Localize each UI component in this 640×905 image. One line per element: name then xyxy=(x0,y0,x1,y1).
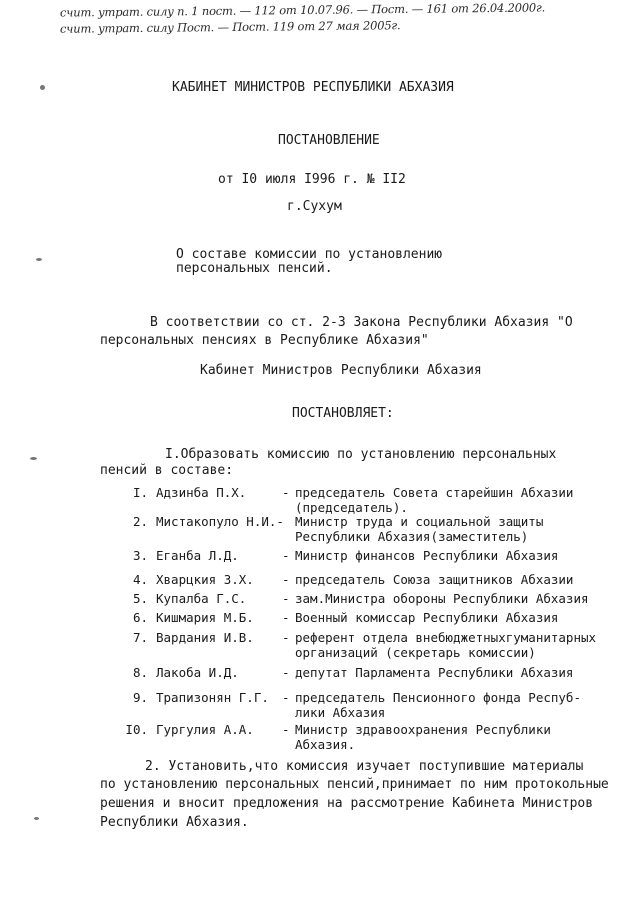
item2-line-2: по установлению персональных пенсий,принимает по ним протокольные xyxy=(100,777,609,792)
member-role: Министр финансов Республики Абхазия xyxy=(295,548,559,563)
member-name: Вардания И.В. xyxy=(156,630,254,645)
member-name: Лакоба И.Д. xyxy=(156,665,239,680)
date-number: от I0 июля I996 г. № II2 xyxy=(218,172,406,187)
dash: - xyxy=(282,591,290,606)
member-role: Министр труда и социальной защиты Республики Абхазия(заместитель) xyxy=(295,514,544,544)
preamble-line-2: персональных пенсиях в Республике Абхазия" xyxy=(100,333,429,348)
item2-line-1: 2. Установить,что комиссия изучает поступившие материалы xyxy=(145,759,584,774)
member-row xyxy=(112,611,617,631)
dash: - xyxy=(282,485,290,500)
member-name: Еганба Л.Д. xyxy=(156,548,239,563)
handwritten-note-1: счит. утрат. силу п. 1 пост. — 112 от 10.07.96. — Пост. — 161 от 26.04.2000г. xyxy=(59,0,546,20)
commission-members xyxy=(112,486,617,753)
member-role: председатель Совета старейшин Абхазии (председатель). xyxy=(295,485,574,515)
dash: - xyxy=(282,690,290,705)
member-number: 2. xyxy=(132,514,148,529)
member-number: 5. xyxy=(132,591,148,606)
scan-speck xyxy=(30,457,37,460)
dash: - xyxy=(282,665,290,680)
member-role: референт отдела внебюджетныхгуманитарных организаций (секретарь комиссии) xyxy=(295,630,597,660)
member-row xyxy=(112,573,617,592)
member-role: зам.Министра обороны Республики Абхазия xyxy=(295,591,589,606)
member-row xyxy=(112,691,617,723)
member-name: Купалба Г.С. xyxy=(156,591,247,606)
member-row xyxy=(112,631,617,666)
member-number: 3. xyxy=(132,548,148,563)
subject-line-1: О составе комиссии по установлению xyxy=(176,247,443,262)
scan-speck xyxy=(40,85,45,90)
item1-intro-2: пенсий в составе: xyxy=(100,463,234,478)
member-row xyxy=(112,666,617,691)
member-number: I0. xyxy=(125,722,148,737)
subject-line-2: персональных пенсий. xyxy=(176,261,333,276)
dash: - xyxy=(282,610,290,625)
dash: - xyxy=(282,548,290,563)
member-row xyxy=(112,486,617,515)
member-name: Трапизонян Г.Г. xyxy=(156,690,269,705)
scan-speck xyxy=(36,258,42,261)
org-title: КАБИНЕТ МИНИСТРОВ РЕСПУБЛИКИ АБХАЗИЯ xyxy=(172,80,454,95)
member-number: 9. xyxy=(132,690,148,705)
member-name: Адзинба П.Х. xyxy=(156,485,247,500)
member-number: 6. xyxy=(132,610,148,625)
doc-type: ПОСТАНОВЛЕНИЕ xyxy=(278,133,380,148)
preamble-line-1: В соответствии со ст. 2-3 Закона Республики Абхазия "О xyxy=(150,315,573,330)
member-role: Министр здравоохранения Республики Абхазия. xyxy=(295,722,551,752)
member-role: Военный комиссар Республики Абхазия xyxy=(295,610,559,625)
handwritten-note-2: счит. утрат. силу Пост. — Пост. 119 от 27 мая 2005г. xyxy=(59,18,401,36)
member-role: депутат Парламента Республики Абхазия xyxy=(295,665,574,680)
member-number: 8. xyxy=(132,665,148,680)
scan-speck xyxy=(34,817,39,820)
member-row xyxy=(112,515,617,549)
member-number: I. xyxy=(132,485,148,500)
item2-line-3: решения и вносит предложения на рассмотрение Кабинета Министров xyxy=(100,796,594,811)
item1-intro-1: I.Образовать комиссию по установлению персональных xyxy=(165,447,557,462)
dash: - xyxy=(282,572,290,587)
item2-line-4: Республики Абхазия. xyxy=(100,815,249,830)
decree-word: ПОСТАНОВЛЯЕТ: xyxy=(292,406,394,421)
member-role: председатель Союза защитников Абхазии xyxy=(295,572,574,587)
member-row xyxy=(112,723,617,753)
city: г.Сухум xyxy=(287,199,342,214)
dash: - xyxy=(282,630,290,645)
member-name: Мистакопуло Н.И.- xyxy=(156,514,284,529)
member-number: 4. xyxy=(132,572,148,587)
member-name: Гургулия А.А. xyxy=(156,722,254,737)
dash: - xyxy=(282,722,290,737)
member-number: 7. xyxy=(132,630,148,645)
cabinet-line: Кабинет Министров Республики Абхазия xyxy=(200,363,482,378)
member-row xyxy=(112,549,617,573)
member-role: председатель Пенсионного фонда Респуб- лики Абхазия xyxy=(295,690,581,720)
member-name: Кишмария М.Б. xyxy=(156,610,254,625)
member-row xyxy=(112,592,617,611)
member-name: Хварцкия З.Х. xyxy=(156,572,254,587)
